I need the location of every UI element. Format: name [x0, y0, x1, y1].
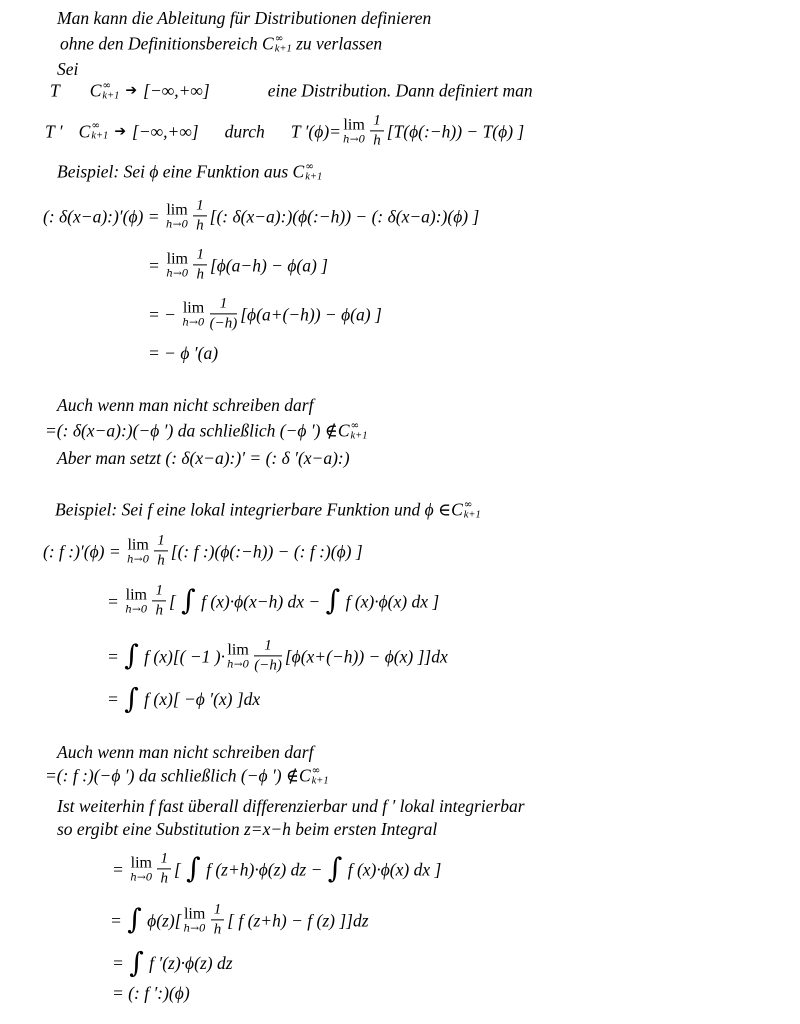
integral-symbol: ∫: [186, 851, 201, 885]
math-line-delta-2: [148, 247, 328, 282]
limit-label: lim: [183, 905, 206, 923]
math-text: ohne den Definitionsbereich: [60, 33, 263, 54]
math-text: Aber man setzt (: δ(x−a):)′ = (: δ ′(x−a):): [57, 447, 350, 468]
math-text: [(: δ(x−a):)(ϕ(:−h)) − (: δ(x−a):)(ϕ) ]: [209, 205, 480, 226]
fraction-denominator: h: [373, 132, 381, 149]
limit-label: lim: [227, 641, 249, 659]
integral-symbol: ∫: [124, 638, 139, 672]
math-text: [ϕ(a−h) − ϕ(a) ]: [209, 254, 328, 275]
math-text: [T(ϕ(:−h)) − T(ϕ) ]: [386, 120, 525, 141]
limit-operator: [227, 642, 249, 670]
limit-subscript: h→0: [226, 658, 250, 671]
fraction-denominator: h: [160, 870, 168, 887]
subscript: k+1: [311, 775, 329, 786]
math-text: f (x)[( −1 )·: [139, 645, 225, 666]
superscript: ∞: [311, 764, 321, 777]
fraction: [157, 851, 171, 886]
fraction-numerator: 1: [370, 113, 384, 131]
integral-symbol: ∫: [124, 681, 139, 715]
math-text: = − ϕ ′(a): [148, 342, 219, 363]
integral-symbol: ∫: [181, 583, 196, 617]
spacer: [60, 91, 90, 92]
math-text: [: [168, 590, 181, 611]
fraction-numerator: 1: [154, 533, 168, 551]
math-line-Tprime-def: [45, 113, 524, 148]
limit-operator: [184, 906, 206, 934]
limit-operator: [127, 537, 149, 565]
math-text: [: [173, 858, 186, 879]
math-text: [−∞,+∞]: [143, 80, 210, 101]
fraction: [193, 198, 207, 233]
limit-subscript: h→0: [127, 553, 150, 566]
math-text: = (: f ′:)(ϕ): [112, 982, 190, 1003]
limit-operator: [125, 587, 147, 615]
math-text: T: [50, 80, 60, 101]
text-line-sei: [57, 59, 78, 79]
math-line-f-3: [107, 638, 448, 673]
subscript: k+1: [274, 43, 292, 54]
integral-symbol: ∫: [129, 945, 144, 979]
spacer: [119, 91, 124, 92]
fraction: [210, 296, 238, 331]
script-base: C: [337, 420, 350, 441]
superscript: ∞: [463, 498, 473, 511]
limit-label: lim: [166, 250, 188, 268]
limit-label: lim: [343, 116, 365, 134]
mapsto-arrow-icon: ➔: [114, 122, 127, 139]
math-text: f (x)·ϕ(x) dx ]: [341, 590, 440, 611]
c-infinity-space-symbol: [90, 81, 120, 102]
limit-operator: [343, 117, 365, 145]
math-text: Man kann die Ableitung für Distributionen definieren: [57, 7, 432, 28]
c-infinity-space-symbol: [79, 121, 109, 142]
math-text: [ϕ(x+(−h)) − ϕ(x) ]]dx: [284, 645, 448, 666]
math-line-f-4: [107, 681, 261, 715]
limit-operator: [166, 202, 188, 230]
limit-operator: [166, 251, 188, 279]
math-line-subst-1: [112, 851, 441, 886]
limit-operator: [182, 300, 204, 328]
math-text: f (x)[ −ϕ ′(x) ]dx: [139, 688, 261, 709]
math-line-delta-3: [148, 296, 382, 331]
script-stack: [91, 121, 108, 142]
fraction-denominator: h: [213, 921, 222, 938]
text-line-substitution: [57, 819, 437, 839]
math-text: (: f :)′(ϕ) =: [43, 540, 126, 561]
math-text: f ′(z)·ϕ(z) dz: [144, 952, 233, 973]
math-line-delta-4: [148, 343, 218, 363]
math-text: f (x)·ϕ(x) dx ]: [343, 858, 442, 879]
math-line-subst-3: [112, 945, 233, 979]
script-base: C: [451, 499, 463, 520]
math-text: Auch wenn man nicht schreiben darf: [57, 741, 314, 762]
subscript: k+1: [305, 171, 323, 182]
limit-subscript: h→0: [342, 133, 366, 146]
spacer: [63, 131, 79, 132]
script-stack: [305, 162, 322, 183]
subscript: k+1: [463, 509, 481, 520]
superscript: ∞: [350, 419, 360, 432]
text-line-aber: [57, 448, 350, 468]
math-text: =: [107, 590, 124, 611]
text-line-ist-weiterhin: [57, 796, 525, 816]
subscript: k+1: [350, 430, 368, 441]
text-line-intro-1: [57, 8, 431, 28]
limit-subscript: h→0: [182, 316, 205, 329]
math-text: so ergibt eine Substitution z=x−h beim ersten Integral: [57, 818, 438, 839]
math-line-delta-1: [43, 198, 479, 233]
math-text: Beispiel: Sei f eine lokal integrierbare Funktion und ϕ ∈: [55, 499, 452, 520]
math-text: zu verlassen: [291, 33, 383, 54]
script-stack: [351, 421, 368, 442]
math-text: =: [112, 952, 129, 973]
math-text: (: δ(x−a):)′(ϕ) =: [43, 205, 164, 226]
spacer: [108, 131, 113, 132]
fraction-denominator: (−h): [254, 657, 282, 674]
script-base: C: [78, 120, 91, 141]
math-text: [ϕ(a+(−h)) − ϕ(a) ]: [240, 303, 382, 324]
math-text: Beispiel: Sei ϕ eine Funktion aus: [57, 161, 293, 182]
superscript: ∞: [274, 32, 284, 45]
math-text: eine Distribution. Dann definiert man: [267, 80, 533, 101]
math-text: =: [110, 909, 127, 930]
math-line-f-1: [43, 533, 363, 568]
math-text: Ist weiterhin f fast überall differenzierbar und f ′ lokal integrierbar: [57, 795, 525, 816]
limit-subscript: h→0: [125, 603, 148, 616]
limit-label: lim: [127, 536, 149, 554]
math-text: f (x)·ϕ(x−h) dx −: [196, 590, 325, 611]
c-infinity-space-symbol: [293, 162, 323, 183]
c-infinity-space-symbol: [338, 421, 368, 442]
math-text: [ f (z+h) − f (z) ]]dz: [227, 909, 369, 930]
spacer: [210, 91, 268, 92]
integral-symbol: ∫: [325, 583, 341, 617]
c-infinity-space-symbol: [262, 34, 292, 55]
math-text: [−∞,+∞]: [132, 120, 199, 141]
fraction-numerator: 1: [211, 902, 225, 920]
limit-label: lim: [125, 586, 147, 604]
spacer: [199, 131, 225, 132]
fraction: [154, 533, 168, 568]
math-text: Sei: [57, 58, 79, 79]
subscript: k+1: [102, 90, 120, 101]
text-line-auch-1: [57, 395, 313, 415]
text-line-beispiel-2: [55, 500, 481, 521]
math-line-subst-2: [110, 902, 369, 937]
script-stack: [275, 34, 292, 55]
math-text: =: [148, 254, 165, 275]
subscript: k+1: [91, 130, 109, 141]
limit-label: lim: [166, 201, 188, 219]
script-base: C: [292, 161, 305, 182]
math-text: =: [107, 645, 124, 666]
superscript: ∞: [91, 119, 101, 132]
fraction-numerator: 1: [210, 296, 238, 314]
fraction-numerator: 1: [157, 851, 171, 869]
math-text: =: [107, 688, 124, 709]
math-text: [(: f :)(ϕ(:−h)) − (: f :)(ϕ) ]: [170, 540, 363, 561]
fraction: [254, 638, 282, 673]
limit-operator: [130, 855, 152, 883]
text-line-intro-2: [60, 34, 382, 55]
math-line-T-def: [50, 81, 533, 102]
limit-label: lim: [182, 299, 205, 317]
math-text: f (z+h)·ϕ(z) dz −: [201, 858, 327, 879]
fraction-numerator: 1: [193, 247, 207, 265]
mapsto-arrow-icon: ➔: [125, 82, 138, 99]
c-infinity-space-symbol: [451, 500, 481, 521]
fraction-denominator: h: [196, 266, 204, 283]
limit-label: lim: [130, 854, 152, 872]
fraction-numerator: 1: [193, 198, 207, 216]
spacer: [265, 131, 291, 132]
integral-symbol: ∫: [327, 851, 343, 885]
math-text: =: [112, 858, 129, 879]
math-text: Auch wenn man nicht schreiben darf: [57, 394, 314, 415]
limit-subscript: h→0: [183, 922, 206, 935]
limit-subscript: h→0: [130, 871, 153, 884]
math-text: = −: [148, 303, 181, 324]
fraction-numerator: 1: [152, 583, 166, 601]
script-stack: [312, 766, 329, 787]
integral-symbol: ∫: [127, 902, 142, 936]
fraction-denominator: h: [196, 217, 204, 234]
fraction-numerator: 1: [254, 638, 282, 656]
script-base: C: [262, 33, 274, 54]
text-line-auch-2: [57, 742, 313, 762]
math-line-notallowed-1: [45, 421, 368, 442]
text-line-beispiel-1: [57, 162, 322, 183]
c-infinity-space-symbol: [299, 766, 329, 787]
fraction: [370, 113, 384, 148]
script-stack: [464, 500, 481, 521]
math-line-f-2: [107, 583, 439, 618]
fraction-denominator: h: [155, 602, 163, 619]
math-text: ϕ(z)[: [142, 909, 182, 930]
limit-subscript: h→0: [165, 218, 189, 231]
fraction-denominator: (−h): [209, 315, 238, 332]
script-base: C: [298, 765, 311, 786]
fraction-denominator: h: [157, 552, 165, 569]
fraction: [193, 247, 207, 282]
fraction: [152, 583, 166, 618]
math-text: T ′(ϕ)=: [290, 120, 341, 141]
superscript: ∞: [305, 160, 314, 173]
limit-subscript: h→0: [166, 267, 189, 280]
math-text: =(: f :)(−ϕ ′) da schließlich (−ϕ ′) ∉: [45, 765, 299, 786]
math-text: T ′: [45, 120, 63, 141]
script-stack: [102, 81, 119, 102]
math-text: durch: [224, 120, 265, 141]
math-line-subst-4: [112, 983, 190, 1003]
superscript: ∞: [102, 79, 112, 92]
math-line-notallowed-2: [45, 766, 329, 787]
script-base: C: [89, 80, 102, 101]
math-text: =(: δ(x−a):)(−ϕ ′) da schließlich (−ϕ ′) ∉: [45, 420, 338, 441]
fraction: [211, 902, 225, 937]
